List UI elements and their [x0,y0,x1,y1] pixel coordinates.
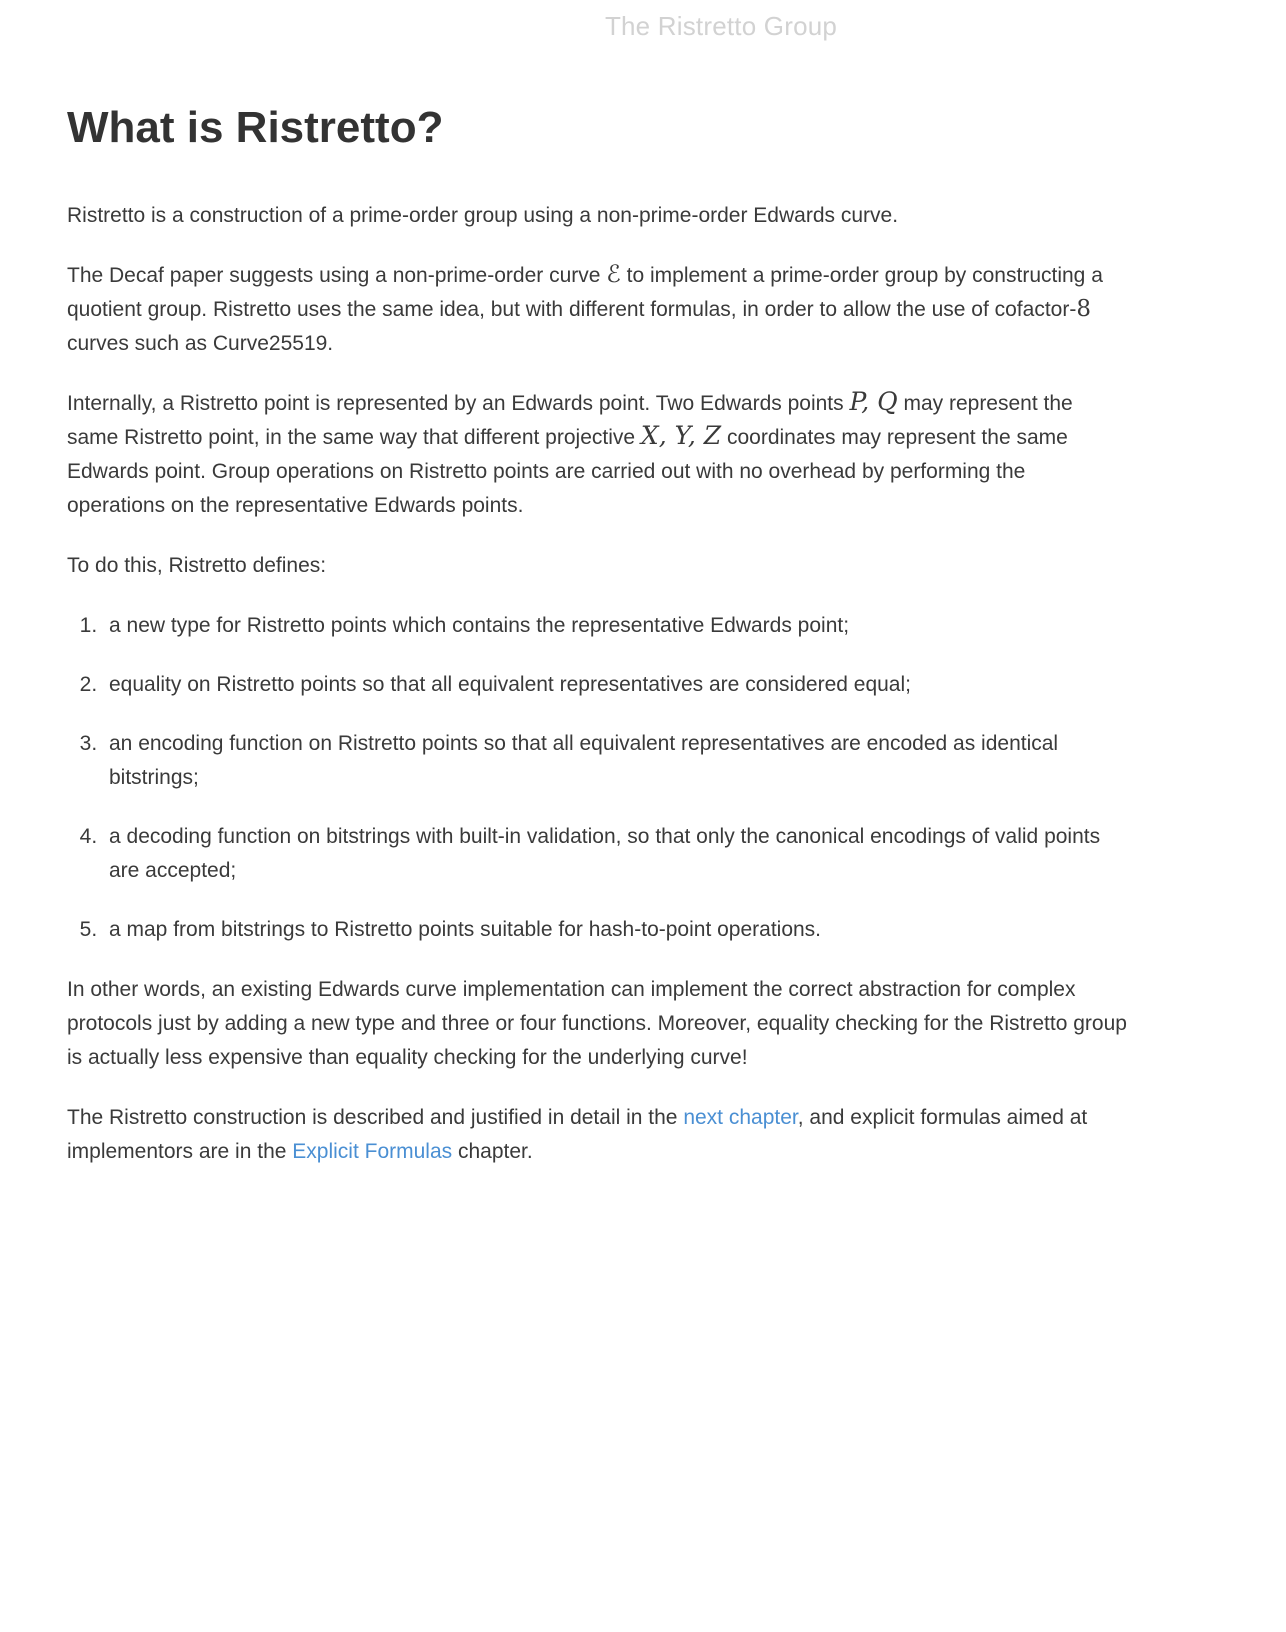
text-run: chapter. [452,1140,533,1163]
list-item-text: a map from bitstrings to Ristretto points suitable for hash-to-point operations. [109,918,822,941]
list-item [103,668,1127,702]
book-title: The Ristretto Group [604,11,838,41]
list-item-text: a new type for Ristretto points which contains the representative Edwards point; [109,614,850,637]
text-run: may represent the same Ristretto point, in the same way that different projective [67,392,1073,449]
paragraph [67,973,1127,1075]
math-expression: P, Q [849,387,898,416]
math-script-e: ℰ [606,260,621,288]
text-run: , and explicit formulas aimed at implementors are in the [67,1106,1088,1163]
inline-link[interactable]: Explicit Formulas [292,1140,453,1163]
math-expression: X, Y, Z [640,421,722,450]
list-item [103,609,1127,643]
text-run: The Decaf paper suggests using a non-prime-order curve [67,264,607,287]
math-number: 8 [1076,296,1091,322]
paragraph [67,259,1127,361]
text-run: to implement a prime-order group by constructing a quotient group. Ristretto uses the same idea, but with different formulas, in order to allow the use of cofactor- [67,264,1103,321]
page-heading: What is Ristretto? [67,103,444,152]
list-item [103,727,1127,795]
closing-paragraphs [67,973,1127,1169]
paragraph [67,199,1127,233]
list-item-text: an encoding function on Ristretto points so that all equivalent representatives are encoded as identical bitstrings; [109,732,1059,789]
text-run: Ristretto is a construction of a prime-order group using a non-prime-order Edwards curve. [67,204,899,227]
text-run: Internally, a Ristretto point is represented by an Edwards point. Two Edwards points [67,392,850,415]
text-run: coordinates may represent the same Edwards point. Group operations on Ristretto points are carried out with no overhead by performing the operations on the representative Edwards points. [67,426,1068,517]
list-item [103,820,1127,888]
text-run: The Ristretto construction is described and justified in detail in the [67,1106,684,1129]
paragraph [67,387,1127,523]
intro-paragraphs [67,199,1127,583]
paragraph [67,1101,1127,1169]
definitions-list [67,609,1127,947]
inline-link[interactable]: next chapter [683,1106,798,1129]
list-item [103,913,1127,947]
text-run: To do this, Ristretto defines: [67,554,327,577]
list-item-text: equality on Ristretto points so that all equivalent representatives are considered equal; [109,673,911,696]
list-item-text: a decoding function on bitstrings with built-in validation, so that only the canonical encodings of valid points are accepted; [109,825,1101,882]
paragraph [67,549,1127,583]
text-run: curves such as Curve25519. [67,332,334,355]
text-run: In other words, an existing Edwards curve implementation can implement the correct abstraction for complex protocols just by adding a new type and three or four functions. Moreover, equality checking for the Ristretto group is actually less expensive than equality checking for the underlying curve! [67,978,1127,1069]
